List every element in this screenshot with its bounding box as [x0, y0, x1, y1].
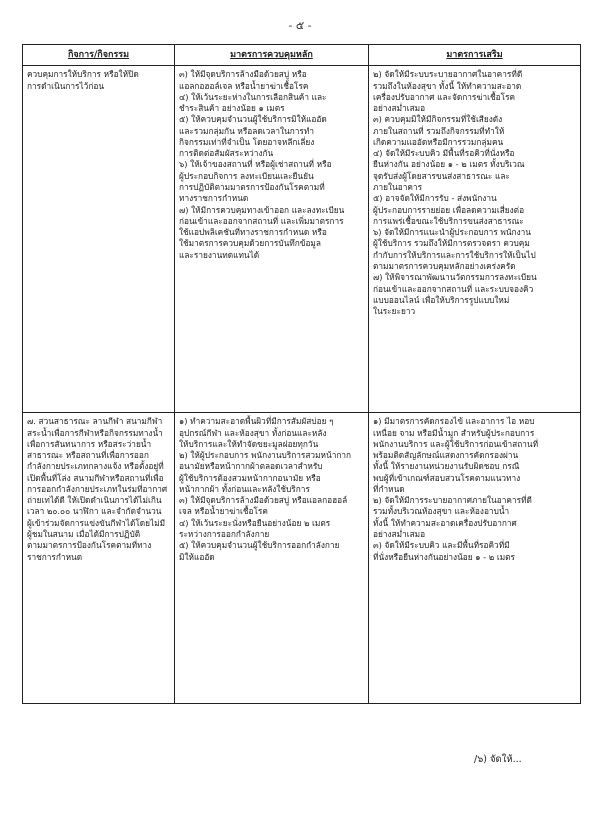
- main-measures-cell: ๑) ทำความสะอาดพื้นผิวที่มีการสัมผัสบ่อย ๆ อุปกรณ์กีฬา และห้องสุขา ทั้งก่อนและหลัง ให้บริการและให้ทำจัดขยะมูลฝอยทุกวัน ๒) ให้ผู้ประกอบการ พนักงานบริการสวมหน้ากาก อนามัยหรือหน้ากากผ้าตลอดเวลาสำหรับ ผู้ใช้บริการต้องสวมหน้ากากอนามัย หรือ หน้ากากผ้า ทั้งก่อนและหลังใช้บริการ ๓) ให้มีจุดบริการล้างมือด้วยสบู่ หรือแอลกอฮอล์ เจล หรือน้ำยาฆ่าเชื้อโรค ๔) ให้เว้นระยะนั่งหรือยืนอย่างน้อย ๒ เมตร ระหว่างการออกกำลังกาย ๕) ให้ควบคุมจำนวนผู้ใช้บริการออกกำลังกาย มิให้แออัด: [175, 413, 369, 704]
- header-extra-measures: มาตรการเสริม: [369, 45, 581, 66]
- main-measures-cell: ๓) ให้มีจุดบริการล้างมือด้วยสบู่ หรือ แอลกอฮอล์เจล หรือน้ำยาฆ่าเชื้อโรค ๔) ให้เว้นระยะห่างในการเลือกสินค้า และ ชำระสินค้า อย่างน้อย ๑ เมตร ๕) ให้ควบคุมจำนวนผู้ใช้บริการมิให้แออัด และรวมกลุ่มกัน หรือลดเวลาในการทำ กิจกรรมเท่าที่จำเป็น โดยอาจหลีกเลี่ยง การติดต่อสัมผัสระหว่างกัน ๖) ให้เจ้าของสถานที่ หรือผู้เช่าสถานที่ หรือ ผู้ประกอบกิจการ ลงทะเบียนและยืนยัน การปฏิบัติตามมาตรการป้องกันโรคตามที่ ทางราชการกำหนด ๗) ให้มีการควบคุมทางเข้าออก และลงทะเบียน ก่อนเข้าและออกจากสถานที่ และเพิ่มมาตรการ ใช้แอปพลิเคชันที่ทางราชการกำหนด หรือ ใช้มาตรการควบคุมด้วยการบันทึกข้อมูล และรายงานทดแทนได้: [175, 66, 369, 413]
- extra-measures-cell: ๑) มีมาตรการคัดกรองไข้ และอาการ ไอ หอบ เหนื่อย จาม หรือมีน้ำมูก สำหรับผู้ประกอบการ พนักงานบริการ และผู้ใช้บริการก่อนเข้าสถานที่ พร้อมติดสัญลักษณ์แสดงการคัดกรองผ่าน ทั้งนี้ ให้รายงานหน่วยงานรับผิดชอบ กรณี พบผู้ที่เข้าเกณฑ์สอบสวนโรคตามแนวทาง ที่กำหนด ๒) จัดให้มีการระบายอากาศภายในอาคารที่ดี รวมทั้งบริเวณห้องสุขา และห้องอาบน้ำ ทั้งนี้ ให้ทำความสะอาดเครื่องปรับอากาศ อย่างสม่ำเสมอ ๓) จัดให้มีระบบคิว และมีพื้นที่รอคิวที่มี ที่นั่งหรือยืนห่างกันอย่างน้อย ๑ - ๒ เมตร: [369, 413, 581, 704]
- activity-cell: ควบคุมการให้บริการ หรือให้ปิด การดำเนินการไว้ก่อน: [23, 66, 175, 413]
- measures-table: [22, 44, 581, 704]
- table-row: [23, 66, 581, 413]
- page-number: - ๕ -: [288, 19, 312, 32]
- header-main-measures: มาตรการควบคุมหลัก: [175, 45, 369, 66]
- continuation-marker: /๖) จัดให้...: [474, 754, 522, 765]
- activity-cell: ๗. สวนสาธารณะ ลานกีฬา สนามกีฬา สระน้ำเพื่อการกีฬาหรือกิจกรรมทางน้ำ เพื่อการสันทนาการ หรือสระว่ายน้ำ สาธารณะ หรือสถานที่เพื่อการออก กำลังกายประเภทกลางแจ้ง หรือตั้งอยู่ที่ เปิดพื้นที่โล่ง สนามกีฬาหรือสถานที่เพื่อ การออกกำลังกายประเภทในร่มที่อากาศ ถ่ายเทได้ดี ให้เปิดดำเนินการได้ไม่เกิน เวลา ๒๐.๐๐ นาฬิกา และจำกัดจำนวน ผู้เข้าร่วมจัดการแข่งขันกีฬาได้โดยไม่มี ผู้ชมในสนาม เมื่อได้มีการปฏิบัติ ตามมาตรการป้องกันโรคตามที่ทาง ราชการกำหนด: [23, 413, 175, 704]
- extra-measures-cell: ๒) จัดให้มีระบบระบายอากาศในอาคารที่ดี รวมถึงในห้องสุขา ทั้งนี้ ให้ทำความสะอาด เครื่องปรับอากาศ และจัดการฆ่าเชื้อโรค อย่างสม่ำเสมอ ๓) ควบคุมมิให้มีกิจกรรมที่ใช้เสียงดัง ภายในสถานที่ รวมถึงกิจกรรมที่ทำให้ เกิดความแออัดหรือมีการรวมกลุ่มคน ๔) จัดให้มีระบบคิว มีพื้นที่รอคิวที่นั่งหรือ ยืนห่างกัน อย่างน้อย ๑ - ๒ เมตร ทั้งบริเวณ จุดรับส่งผู้โดยสารขนส่งสาธารณะ และ ภายในอาคาร ๕) อาจจัดให้มีการรับ - ส่งพนักงาน ผู้ประกอบการรายย่อย เพื่อลดความเสี่ยงต่อ การแพร่เชื้อขณะใช้บริการขนส่งสาธารณะ ๖) จัดให้มีการแนะนำผู้ประกอบการ พนักงาน ผู้ใช้บริการ รวมถึงให้มีการตรวจตรา ควบคุม กำกับการให้บริการและการใช้บริการให้เป็นไป ตามมาตรการควบคุมหลักอย่างเคร่งครัด ๗) ให้พิจารณาพัฒนานวัตกรรมการลงทะเบียน ก่อนเข้าและออกจากสถานที่ และระบบจองคิว แบบออนไลน์ เพื่อให้บริการรูปแบบใหม่ ในระยะยาว: [369, 66, 581, 413]
- header-activity: กิจการ/กิจกรรม: [23, 45, 175, 66]
- table-header-row: [23, 45, 581, 66]
- table-row: [23, 413, 581, 704]
